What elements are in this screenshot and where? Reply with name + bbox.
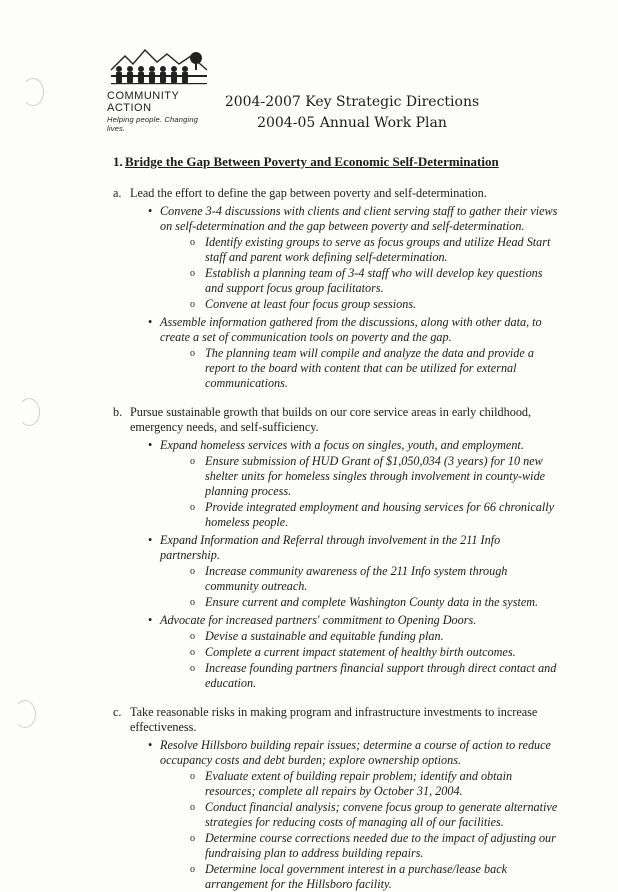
item-letter: b. <box>113 405 123 419</box>
sub-bullet-item <box>130 769 561 799</box>
sub-bullet-item <box>130 235 561 265</box>
section-number: 1. <box>113 154 123 169</box>
item-text: Take reasonable risks in making program and infrastructure investments to increase effectiveness. <box>130 705 538 734</box>
sub-bullet-item <box>130 645 561 660</box>
circle-bullet-icon: o <box>190 802 195 813</box>
sub-bullet-item <box>130 661 561 691</box>
sub-bullet-text: Devise a sustainable and equitable funding plan. <box>205 629 444 643</box>
sub-bullet-item <box>130 862 561 892</box>
bullet-text: Expand Information and Referral through involvement in the 211 Info partnership. <box>160 533 501 562</box>
section-title <box>113 154 499 170</box>
bullet-item <box>130 438 561 453</box>
sub-bullet-text: Provide integrated employment and housing services for 66 chronically homeless people. <box>205 500 555 529</box>
circle-bullet-icon: o <box>190 663 195 674</box>
bullet-icon: • <box>148 438 153 452</box>
circle-bullet-icon: o <box>190 348 195 359</box>
punch-hole-mark <box>14 700 36 728</box>
sub-bullet-text: Identify existing groups to serve as focus groups and utilize Head Start staff and parent work defining self-determination. <box>205 235 551 264</box>
sub-bullet-text: The planning team will compile and analyze the data and provide a report to the board with content that can be utilized for external communications. <box>205 346 534 390</box>
bullet-text: Convene 3-4 discussions with clients and client serving staff to gather their views on self-determination and the gap between poverty and self-determination. <box>160 204 558 233</box>
sub-bullet-item <box>130 629 561 644</box>
list-item <box>113 705 561 892</box>
sub-bullet-text: Convene at least four focus group sessions. <box>205 297 417 311</box>
sub-bullet-item <box>130 831 561 861</box>
item-text: Pursue sustainable growth that builds on our core service areas in early childhood, emergency needs, and self-sufficiency. <box>130 405 532 434</box>
sub-bullet-text: Evaluate extent of building repair problem; identify and obtain resources; complete all repairs by October 31, 2004. <box>205 769 513 798</box>
circle-bullet-icon: o <box>190 771 195 782</box>
sub-bullet-text: Ensure submission of HUD Grant of $1,050,034 (3 years) for 10 new shelter units for homeless singles through involvement in county-wide planning process. <box>205 454 546 498</box>
document-heading <box>222 92 482 134</box>
bullet-icon: • <box>148 738 153 752</box>
sub-bullet-text: Complete a current impact statement of healthy birth outcomes. <box>205 645 516 659</box>
bullet-icon: • <box>148 204 153 218</box>
circle-bullet-icon: o <box>190 268 195 279</box>
work-plan-content <box>113 186 561 892</box>
punch-hole-mark <box>18 398 40 426</box>
bullet-icon: • <box>148 315 153 329</box>
circle-bullet-icon: o <box>190 597 195 608</box>
bullet-icon: • <box>148 613 153 627</box>
section-title-text: Bridge the Gap Between Poverty and Economic Self-Determination <box>125 154 499 169</box>
bullet-item <box>130 533 561 563</box>
sub-bullet-text: Determine course corrections needed due to the impact of adjusting our fundraising plan to address building repairs. <box>205 831 556 860</box>
sub-bullet-text: Determine local government interest in a purchase/lease back arrangement for the Hillsboro facility. <box>205 862 508 891</box>
circle-bullet-icon: o <box>190 502 195 513</box>
bullet-text: Expand homeless services with a focus on singles, youth, and employment. <box>160 438 524 452</box>
punch-hole-mark <box>22 78 44 106</box>
item-letter: a. <box>113 186 122 200</box>
logo-name: COMMUNITY ACTION <box>107 90 180 114</box>
item-letter: c. <box>113 705 122 719</box>
sub-bullet-item <box>130 564 561 594</box>
bullet-icon: • <box>148 533 153 547</box>
sub-bullet-item <box>130 266 561 296</box>
circle-bullet-icon: o <box>190 631 195 642</box>
bullet-item <box>130 613 561 628</box>
heading-line-2: 2004-05 Annual Work Plan <box>257 115 447 131</box>
sub-bullet-item <box>130 346 561 391</box>
logo-tagline: Helping people. Changing lives. <box>107 115 199 133</box>
bullet-text: Advocate for increased partners' commitment to Opening Doors. <box>160 613 477 627</box>
sub-bullet-text: Ensure current and complete Washington County data in the system. <box>205 595 539 609</box>
bullet-text: Assemble information gathered from the discussions, along with other data, to create a set of communication tools on poverty and the gap. <box>160 315 542 344</box>
sub-bullet-text: Establish a planning team of 3-4 staff who will develop key questions and support focus group facilitators. <box>205 266 543 295</box>
sub-bullet-item <box>130 454 561 499</box>
circle-bullet-icon: o <box>190 864 195 875</box>
people-house-icon <box>107 42 211 92</box>
item-text: Lead the effort to define the gap between poverty and self-determination. <box>130 186 487 200</box>
sub-bullet-text: Conduct financial analysis; convene focus group to generate alternative strategies for reducing costs of managing all of our facilities. <box>205 800 558 829</box>
sub-bullet-item <box>130 595 561 610</box>
circle-bullet-icon: o <box>190 456 195 467</box>
circle-bullet-icon: o <box>190 237 195 248</box>
sub-bullet-item <box>130 297 561 312</box>
circle-bullet-icon: o <box>190 566 195 577</box>
circle-bullet-icon: o <box>190 833 195 844</box>
bullet-text: Resolve Hillsboro building repair issues; determine a course of action to reduce occupancy costs and debt burden; explore ownership options. <box>160 738 551 767</box>
community-action-logo <box>107 42 217 133</box>
circle-bullet-icon: o <box>190 647 195 658</box>
sub-bullet-text: Increase community awareness of the 211 Info system through community outreach. <box>205 564 508 593</box>
bullet-item <box>130 738 561 768</box>
list-item <box>113 186 561 391</box>
list-item <box>113 405 561 691</box>
sub-bullet-item <box>130 800 561 830</box>
heading-line-1: 2004-2007 Key Strategic Directions <box>224 94 480 110</box>
sub-bullet-text: Increase founding partners financial support through direct contact and education. <box>205 661 557 690</box>
bullet-item <box>130 315 561 345</box>
bullet-item <box>130 204 561 234</box>
circle-bullet-icon: o <box>190 299 195 310</box>
sub-bullet-item <box>130 500 561 530</box>
